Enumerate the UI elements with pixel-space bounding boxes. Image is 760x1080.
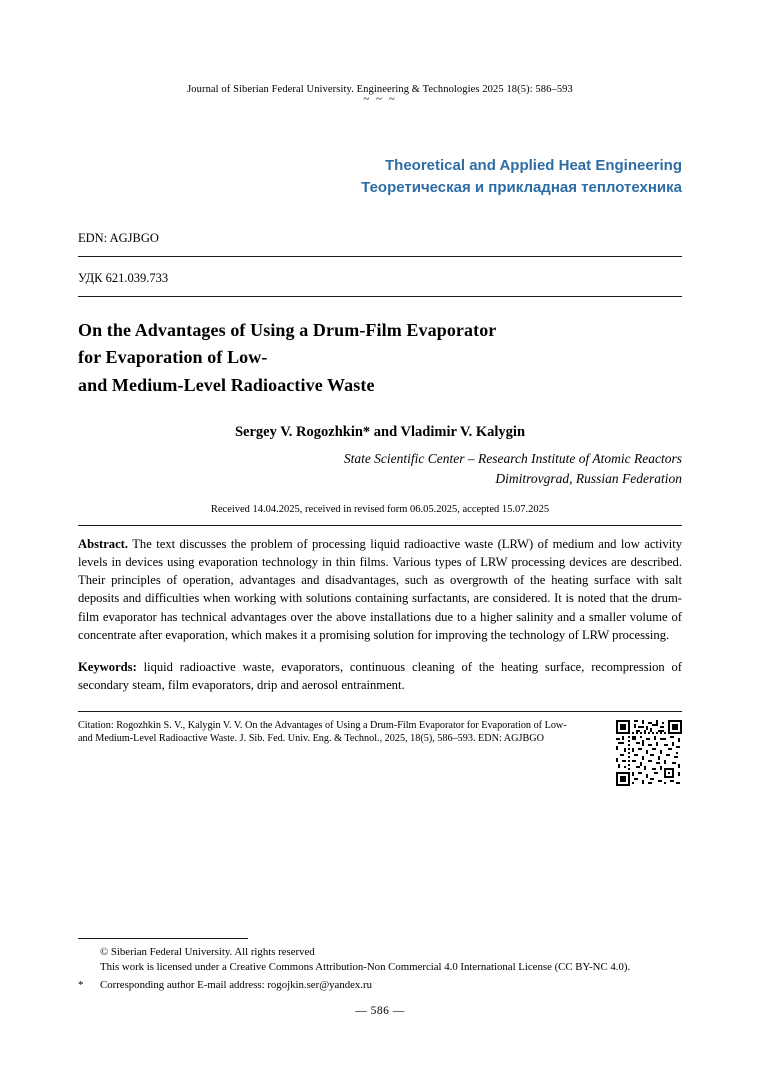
journal-running-head: Journal of Siberian Federal University. Engineering & Technologies 2025 18(5): 586–593	[187, 84, 573, 95]
page-footer	[78, 938, 682, 1017]
keywords-paragraph	[78, 658, 682, 695]
copyright-line: © Siberian Federal University. All rights reserved	[100, 946, 315, 958]
keywords-label: Keywords:	[78, 660, 137, 675]
page-number: — 586 —	[355, 1004, 405, 1017]
divider-under-edn	[78, 256, 682, 257]
citation-block	[78, 711, 682, 785]
corresponding-author-text: Corresponding author E-mail address: rogojkin.ser@yandex.ru	[100, 978, 373, 991]
section-heading	[78, 155, 682, 199]
keywords-text: liquid radioactive waste, evaporators, continuous cleaning of the heating surface, recompression of secondary steam, film evaporators, drip and aerosol entrainment.	[78, 660, 682, 693]
affiliation-line-2: Dimitrovgrad, Russian Federation	[495, 471, 682, 487]
page-title	[78, 317, 682, 401]
footer-divider	[78, 938, 248, 939]
title-line-3: and Medium-Level Radioactive Waste	[78, 375, 375, 396]
title-line-1: On the Advantages of Using a Drum-Film Evaporator	[78, 319, 497, 340]
abstract-label: Abstract.	[78, 536, 129, 551]
corresponding-author-line	[78, 978, 682, 993]
page-content	[78, 0, 682, 785]
section-heading-ru: Теоретическая и прикладная теплотехника	[361, 178, 682, 196]
footnote-star: *	[78, 978, 84, 991]
udk-identifier: УДК 621.039.733	[78, 270, 169, 285]
divider-above-abstract	[78, 525, 682, 526]
author-list: Sergey V. Rogozhkin* and Vladimir V. Kalygin	[234, 424, 526, 441]
affiliation-line-1: State Scientific Center – Research Institute of Atomic Reactors	[343, 451, 682, 467]
ornament-tildes: ~ ~ ~	[363, 93, 397, 105]
edn-identifier: EDN: AGJBGO	[78, 230, 159, 245]
abstract-paragraph	[78, 535, 682, 645]
divider-above-citation	[78, 711, 682, 712]
title-line-2: for Evaporation of Low-	[78, 347, 268, 368]
license-line: This work is licensed under a Creative Commons Attribution-Non Commercial 4.0 International License (CC BY-NC 4.0).	[100, 960, 631, 973]
divider-under-udk	[78, 296, 682, 297]
affiliation	[78, 449, 682, 490]
abstract-text: The text discusses the problem of processing liquid radioactive waste (LRW) of medium and low activity levels in devices using evaporation technology in thin films. Various types of LRW processing devices are described. Their principles of operation, advantages and disadvantages, such as overgrowth of the heating surface with salt deposits and difficulties when working with solutions containing surfactants, are considered. It is noted that the drum-film evaporator has technical advantages over the above installations due to a higher salinity and a smaller volume of concentrate after evaporation, which makes it a promising solution for improving the technology of LRW processing.	[78, 536, 682, 642]
qr-code-icon	[616, 720, 682, 786]
submission-dates: Received 14.04.2025, received in revised form 06.05.2025, accepted 15.07.2025	[210, 503, 550, 515]
section-heading-en: Theoretical and Applied Heat Engineering	[385, 157, 682, 174]
citation-text: Citation: Rogozhkin S. V., Kalygin V. V. On the Advantages of Using a Drum-Film Evaporator for Evaporation of Low- and Medium-Level Radioactive Waste. J. Sib. Fed. Univ. Eng. & Technol., 2025, 18(5), 586–593. EDN: AGJBGO	[78, 719, 567, 745]
